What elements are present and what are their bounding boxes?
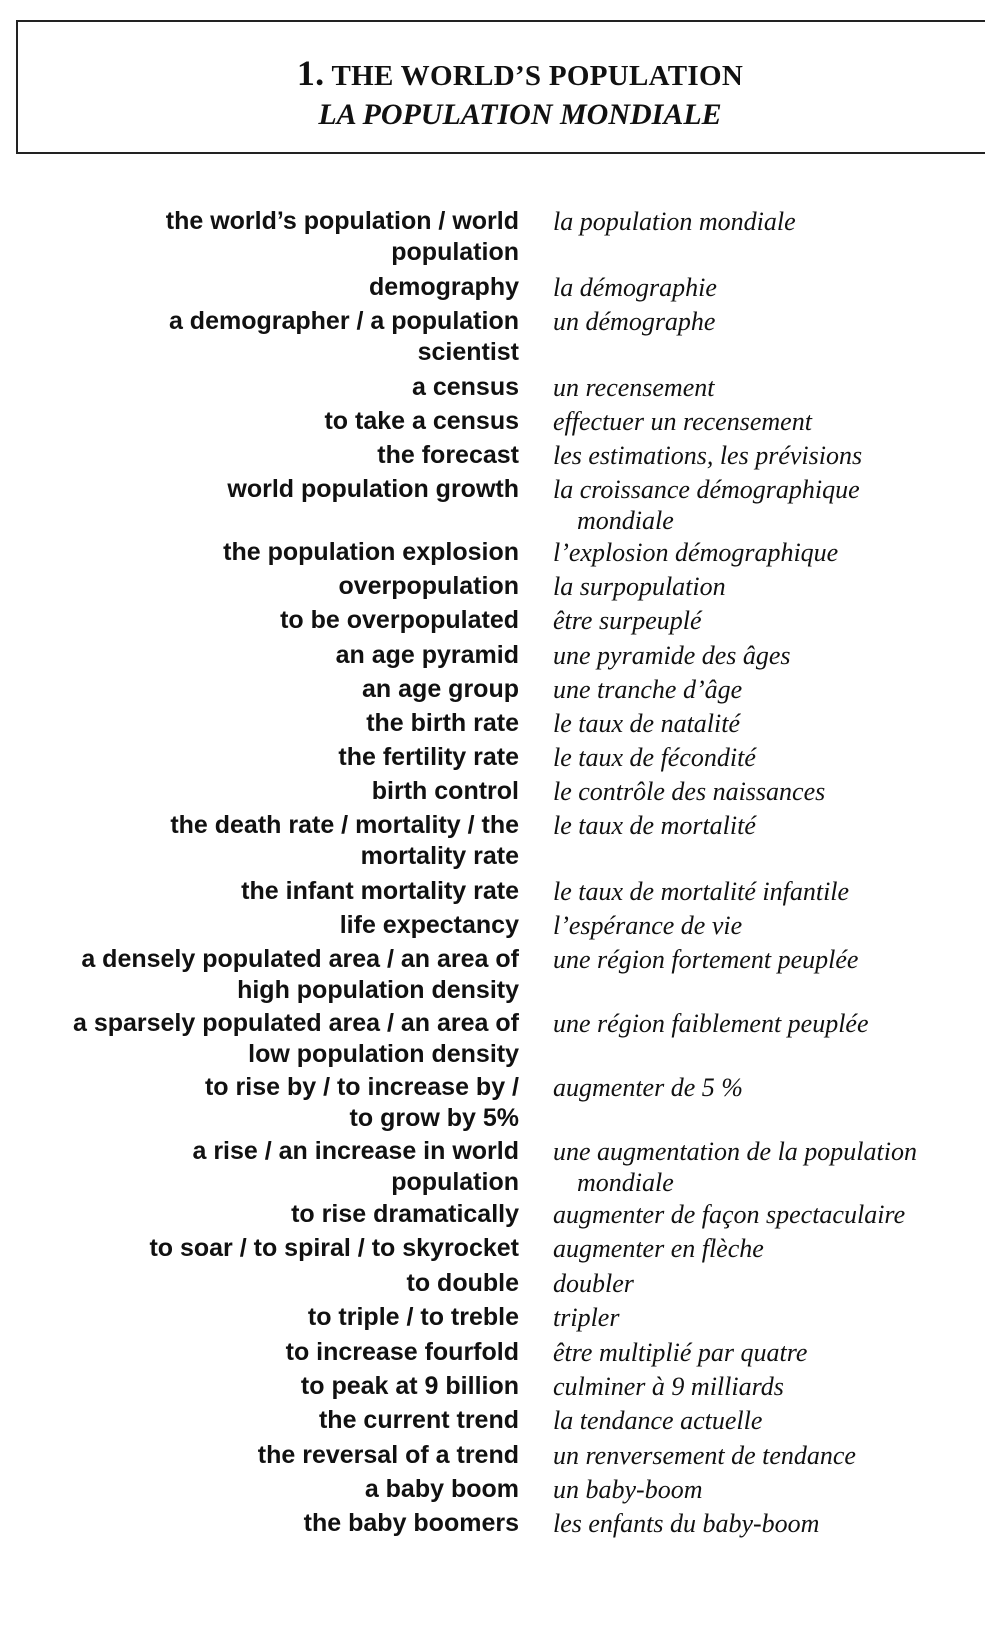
english-term: [19, 537, 519, 568]
english-term: [19, 1405, 519, 1436]
french-translation-line: le contrôle des naissances: [553, 777, 826, 806]
english-term-line: to increase fourfold: [285, 1338, 519, 1366]
english-term: [19, 1371, 519, 1402]
french-translation-line: un baby-boom: [553, 1475, 703, 1504]
english-term: [19, 440, 519, 471]
english-term-line: the reversal of a trend: [257, 1441, 519, 1469]
english-term-line: high population density: [237, 976, 519, 1004]
english-term-line: to take a census: [324, 407, 519, 435]
french-translation: [553, 440, 983, 471]
section-number: 1.: [296, 53, 325, 93]
english-term: [19, 810, 519, 872]
english-term-line: overpopulation: [338, 572, 519, 600]
english-term: [19, 910, 519, 941]
french-translation: [553, 742, 983, 773]
french-translation: [553, 1302, 983, 1333]
english-term: [19, 1233, 519, 1264]
french-translation: [553, 1008, 983, 1039]
english-term-line: a sparsely populated area / an area of: [72, 1009, 519, 1037]
english-term-line: a densely populated area / an area of: [81, 945, 519, 973]
english-term-line: the fertility rate: [338, 743, 519, 771]
french-translation-line: effectuer un recensement: [553, 407, 812, 436]
english-term-line: a census: [411, 373, 519, 401]
english-term-line: the death rate / mortality / the: [170, 811, 519, 839]
french-translation-line: le taux de fécondité: [553, 743, 756, 772]
french-translation: [553, 206, 983, 237]
french-translation-line: un démographe: [553, 307, 716, 336]
french-translation-line: une tranche d’âge: [553, 675, 743, 704]
english-term: [19, 944, 519, 1006]
english-term-line: low population density: [248, 1040, 519, 1068]
english-term-line: population: [391, 238, 519, 266]
french-translation-line: le taux de natalité: [553, 709, 741, 738]
french-translation-line: augmenter de 5 %: [553, 1073, 743, 1102]
french-translation: [553, 876, 983, 907]
english-term: [19, 1337, 519, 1368]
english-term-line: to grow by 5%: [349, 1104, 519, 1132]
english-term: [19, 206, 519, 268]
english-term: [19, 372, 519, 403]
french-translation: [553, 605, 983, 636]
english-term: [19, 876, 519, 907]
english-term: [19, 1008, 519, 1070]
french-translation-line: le taux de mortalité: [553, 811, 756, 840]
french-translation: [553, 1072, 983, 1103]
english-term-line: an age pyramid: [335, 641, 519, 669]
english-term: [19, 1508, 519, 1539]
english-term: [19, 1302, 519, 1333]
english-term-line: population: [391, 1168, 519, 1196]
french-translation-line: une région fortement peuplée: [553, 945, 859, 974]
french-translation-line: un recensement: [553, 373, 715, 402]
french-translation-line: tripler: [553, 1303, 620, 1332]
french-translation-line: la croissance démographique: [553, 475, 860, 504]
french-translation: [553, 1136, 983, 1198]
english-term: [19, 406, 519, 437]
french-translation: [553, 1233, 983, 1264]
french-translation: [553, 306, 983, 337]
french-translation-line: l’explosion démographique: [553, 538, 839, 567]
english-term: [19, 571, 519, 602]
french-translation: [553, 674, 983, 705]
english-term-line: the infant mortality rate: [241, 877, 519, 905]
english-term-line: the birth rate: [366, 709, 519, 737]
french-translation-line: une région faiblement peuplée: [553, 1009, 869, 1038]
french-translation-line: un renversement de tendance: [553, 1441, 856, 1470]
english-term: [19, 1268, 519, 1299]
french-translation: [553, 406, 983, 437]
title-english: [0, 52, 985, 94]
english-term-line: mortality rate: [360, 842, 519, 870]
english-term-line: to peak at 9 billion: [300, 1372, 519, 1400]
french-translation-line: la démographie: [553, 273, 717, 302]
english-term-line: a baby boom: [364, 1475, 519, 1503]
english-term: [19, 640, 519, 671]
english-term: [19, 674, 519, 705]
french-translation: [553, 810, 983, 841]
english-term: [19, 1474, 519, 1505]
french-translation-line: mondiale: [577, 1168, 674, 1197]
english-term-line: the population explosion: [223, 538, 519, 566]
english-term: [19, 605, 519, 636]
french-translation-line: mondiale: [577, 506, 674, 535]
english-term: [19, 776, 519, 807]
english-term-line: a demographer / a population: [168, 307, 519, 335]
english-term-line: to rise by / to increase by /: [204, 1073, 519, 1101]
english-term-line: birth control: [371, 777, 519, 805]
english-term-line: scientist: [417, 338, 519, 366]
french-translation: [553, 272, 983, 303]
french-translation: [553, 1440, 983, 1471]
french-translation-line: être surpeuplé: [553, 606, 702, 635]
french-translation-line: la population mondiale: [553, 207, 796, 236]
english-term-line: life expectancy: [339, 911, 519, 939]
french-translation-line: être multiplié par quatre: [553, 1338, 808, 1367]
english-term: [19, 742, 519, 773]
french-translation: [553, 1337, 983, 1368]
english-term: [19, 1136, 519, 1198]
french-translation-line: les enfants du baby-boom: [553, 1509, 820, 1538]
french-translation-line: l’espérance de vie: [553, 911, 743, 940]
french-translation-line: la surpopulation: [553, 572, 726, 601]
french-translation: [553, 708, 983, 739]
french-translation: [553, 1199, 983, 1230]
french-translation-line: une pyramide des âges: [553, 641, 791, 670]
french-translation: [553, 1405, 983, 1436]
english-term-line: the world’s population / world: [165, 207, 519, 235]
french-translation: [553, 1474, 983, 1505]
english-term-line: the forecast: [377, 441, 519, 469]
title-french: LA POPULATION MONDIALE: [318, 98, 722, 131]
french-translation: [553, 1508, 983, 1539]
english-term-line: demography: [368, 273, 519, 301]
french-translation: [553, 372, 983, 403]
english-term-line: to triple / to treble: [307, 1303, 519, 1331]
french-translation-line: augmenter de façon spectaculaire: [553, 1200, 906, 1229]
french-translation: [553, 640, 983, 671]
title-english-text: THE WORLD’S POPULATION: [331, 60, 744, 92]
english-term: [19, 708, 519, 739]
french-translation-line: culminer à 9 milliards: [553, 1372, 784, 1401]
english-term: [19, 1199, 519, 1230]
english-term-line: the baby boomers: [303, 1509, 519, 1537]
english-term: [19, 474, 519, 505]
french-translation: [553, 1371, 983, 1402]
english-term-line: the current trend: [318, 1406, 519, 1434]
english-term-line: to be overpopulated: [280, 606, 519, 634]
french-translation-line: la tendance actuelle: [553, 1406, 763, 1435]
english-term-line: a rise / an increase in world: [192, 1137, 519, 1165]
english-term-line: to soar / to spiral / to skyrocket: [149, 1234, 519, 1262]
english-term: [19, 306, 519, 368]
english-term-line: to rise dramatically: [291, 1200, 519, 1228]
english-term-line: an age group: [362, 675, 519, 703]
french-translation: [553, 944, 983, 975]
french-translation-line: les estimations, les prévisions: [553, 441, 863, 470]
english-term: [19, 1440, 519, 1471]
french-translation: [553, 776, 983, 807]
english-term: [19, 1072, 519, 1134]
english-term-line: world population growth: [227, 475, 519, 503]
french-translation: [553, 910, 983, 941]
french-translation: [553, 474, 983, 536]
french-translation-line: une augmentation de la population: [553, 1137, 917, 1166]
english-term-line: to double: [406, 1269, 519, 1297]
french-translation-line: augmenter en flèche: [553, 1234, 764, 1263]
english-term: [19, 272, 519, 303]
french-translation-line: doubler: [553, 1269, 634, 1298]
french-translation: [553, 1268, 983, 1299]
french-translation: [553, 571, 983, 602]
french-translation-line: le taux de mortalité infantile: [553, 877, 850, 906]
french-translation: [553, 537, 983, 568]
